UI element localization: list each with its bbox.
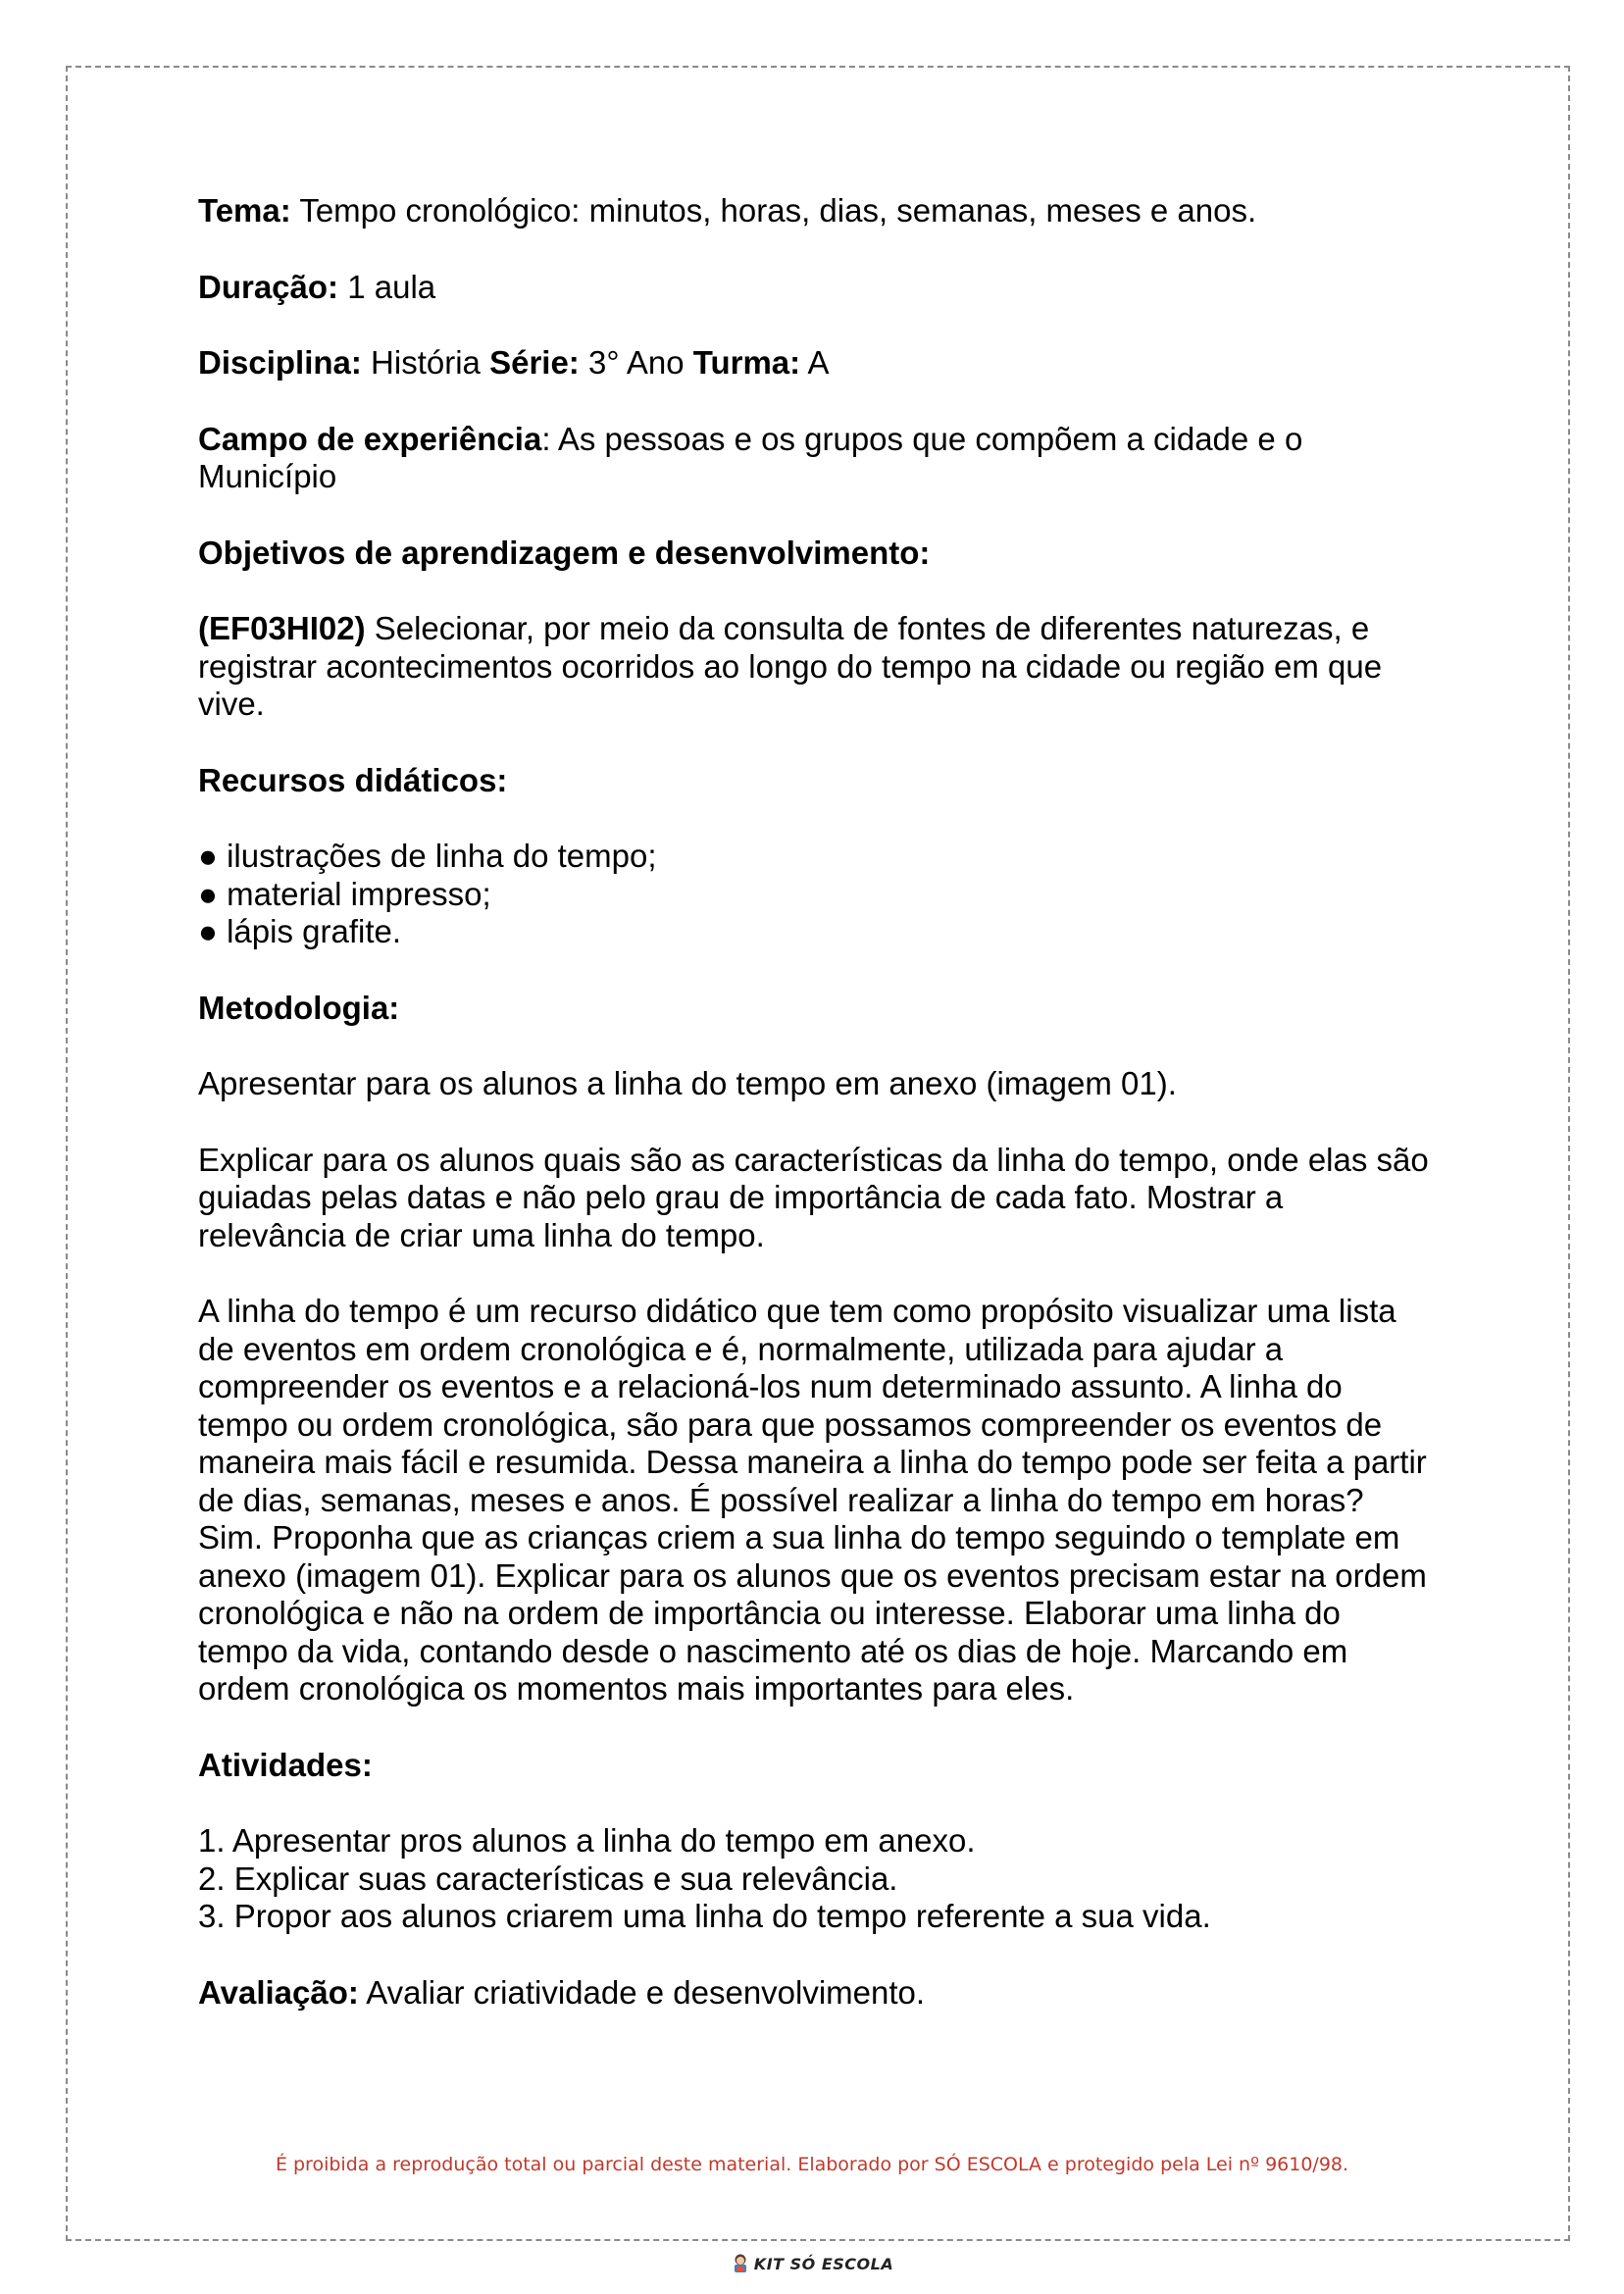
disciplina-label: Disciplina: [198,344,362,381]
tema-label: Tema: [198,192,291,229]
turma-label: Turma: [692,344,801,381]
metodologia-paragraph: Explicar para os alunos quais são as características da linha do tempo, onde elas são guiadas pelas datas e não pelo grau de importância de cada fato. Mostrar a relevância de criar uma linha do tempo. [198,1141,1429,1253]
avaliacao-label: Avaliação: [198,1973,359,2011]
objetivos-heading-text: Objetivos de aprendizagem e desenvolvimento: [198,534,931,571]
disciplina-line [198,344,1434,382]
campo-line [198,421,1345,496]
list-item: 1. Apresentar pros alunos a linha do tempo em anexo. [198,1822,976,1859]
campo-label: Campo de experiência [198,420,542,457]
list-item: ● lápis grafite. [198,913,402,949]
serie-label: Série: [489,344,580,381]
kit-so-escola-logo [0,2253,1624,2274]
mascot-icon [731,2253,750,2274]
objetivos-heading [198,535,1434,573]
list-item: 3. Propor aos alunos criarem uma linha do tempo referente a sua vida. [198,1898,1211,1934]
copyright-notice: É proibida a reprodução total ou parcial deste material. Elaborado por SÓ ESCOLA e protegido pela Lei nº 9610/98. [275,2154,1349,2175]
serie-value: 3° Ano [579,344,693,381]
recursos-heading [198,762,1434,800]
duracao-value: 1 aula [338,268,436,305]
atividades-list [198,1822,1434,1936]
objetivo-code: (EF03HI02) [198,610,366,646]
objetivo-text: Selecionar, por meio da consulta de fontes de diferentes naturezas, e registrar acontecimentos ocorridos ao longo do tempo na cidade ou região em que vive. [198,610,1383,722]
turma-value: A [800,344,830,381]
recursos-heading-text: Recursos didáticos: [198,761,508,798]
metodologia-paragraph: Apresentar para os alunos a linha do tempo em anexo (imagem 01). [198,1065,1177,1101]
metodologia-paragraph: A linha do tempo é um recurso didático que tem como propósito visualizar uma lista de eventos em ordem cronológica e é, normalmente, utilizada para ajudar a compreender os eventos e a relacioná-los num determinado assunto. A linha do tempo ou ordem cronológica, são para que possamos compreender os eventos de maneira mais fácil e resumida. Dessa maneira a linha do tempo pode ser feita a partir de dias, semanas, meses e anos. É possível realizar a linha do tempo em horas? Sim. Proponha que as crianças criem a sua linha do tempo seguindo o template em anexo (imagem 01). Explicar para os alunos que os eventos precisam estar na ordem cronológica e não na ordem de importância ou interesse. Elaborar uma linha do tempo da vida, contando desde o nascimento até os dias de hoje. Marcando em ordem cronológica os momentos mais importantes para eles. [198,1293,1427,1707]
list-item: ● material impresso; [198,875,491,912]
lesson-plan [198,192,1434,2050]
list-item: 2. Explicar suas características e sua relevância. [198,1860,898,1897]
atividades-heading-text: Atividades: [198,1746,373,1783]
list-item: ● ilustrações de linha do tempo; [198,838,657,874]
recursos-list [198,838,1434,951]
tema-line [198,192,1434,230]
atividades-heading [198,1747,1434,1785]
metodologia-heading-text: Metodologia: [198,989,400,1026]
campo-value: : As pessoas e os grupos que compõem a cidade e o Município [198,420,1303,494]
logo-text: KIT SÓ ESCOLA [753,2254,894,2273]
metodologia-heading [198,990,1434,1028]
avaliacao-line [198,1974,1434,2013]
objetivo-paragraph [198,610,1434,724]
duracao-line [198,269,1434,307]
tema-value: Tempo cronológico: minutos, horas, dias, semanas, meses e anos. [290,192,1257,229]
disciplina-value: História [361,344,490,381]
avaliacao-value: Avaliar criatividade e desenvolvimento. [358,1973,926,2011]
duracao-label: Duração: [198,268,339,305]
